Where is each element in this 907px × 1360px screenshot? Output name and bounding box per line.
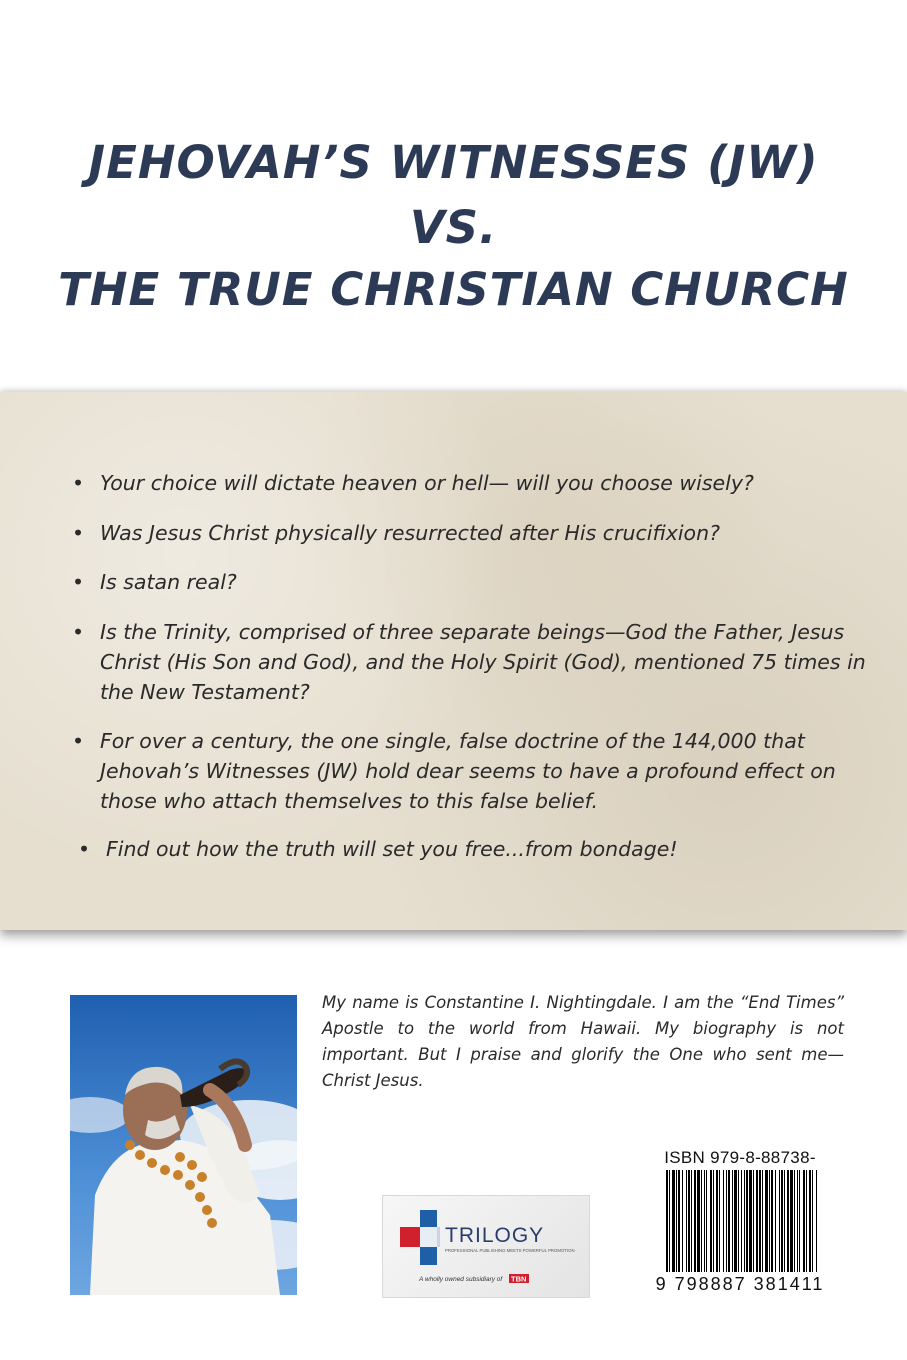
barcode-bar — [809, 1170, 811, 1272]
barcode-bar — [816, 1170, 817, 1272]
barcode-bar — [746, 1170, 748, 1272]
barcode-icon — [662, 1168, 822, 1276]
barcode-bar — [701, 1170, 702, 1272]
barcode-bar — [744, 1170, 745, 1272]
bullet-text: Is satan real? — [100, 570, 237, 594]
author-photo-illustration — [70, 995, 297, 1295]
barcode-bar — [784, 1170, 785, 1272]
barcode-bar — [771, 1170, 773, 1272]
bullet-text: Is the Trinity, comprised of three separate beings—God the Father, Jesus Christ (His Son and God), and the Holy Spirit (God), mentioned 75 times in the New Testament? — [100, 620, 866, 704]
barcode-bar — [799, 1170, 800, 1272]
barcode-bar — [697, 1170, 700, 1272]
barcode-bar — [812, 1170, 813, 1272]
publisher-name: TRILOGY — [445, 1224, 545, 1247]
barcode-bar — [666, 1170, 668, 1272]
barcode-bar — [723, 1170, 724, 1272]
barcode-bar — [769, 1170, 770, 1272]
barcode-bar — [741, 1170, 742, 1272]
barcode-bar — [794, 1170, 795, 1272]
barcode-bar — [716, 1170, 718, 1272]
barcode-bar — [787, 1170, 789, 1272]
bullet-text: Your choice will dictate heaven or hell— will you choose wisely? — [100, 471, 754, 495]
trilogy-logo-icon — [383, 1196, 589, 1297]
paper-texture-panel — [0, 392, 907, 930]
publisher-parent: TBN — [511, 1274, 527, 1284]
publisher-tagline: PROFESSIONAL PUBLISHING MEETS POWERFUL PROMOTION — [445, 1248, 575, 1253]
barcode-bar — [676, 1170, 677, 1272]
publisher-logo — [382, 1195, 590, 1298]
barcode-bar — [806, 1170, 807, 1272]
bullet-icon: • — [72, 729, 85, 753]
barcode-bar — [759, 1170, 761, 1272]
barcode-bar — [726, 1170, 727, 1272]
bullet-text: Was Jesus Christ physically resurrected after His crucifixion? — [100, 521, 720, 545]
title-line-3: THE TRUE CHRISTIAN CHURCH — [58, 263, 849, 317]
barcode-bar — [762, 1170, 763, 1272]
barcode-bar — [738, 1170, 739, 1272]
barcode-bar — [669, 1170, 670, 1272]
title-line-2: VS. — [409, 201, 498, 255]
title-line-1: JEHOVAH’S WITNESSES (JW) — [88, 136, 819, 190]
barcode-bar — [803, 1170, 805, 1272]
publisher-subsidiary: A wholly owned subsidiary of — [419, 1276, 503, 1283]
barcode-bar — [749, 1170, 752, 1272]
bullet-icon: • — [72, 471, 85, 495]
barcode-bar — [691, 1170, 692, 1272]
barcode-bar — [779, 1170, 780, 1272]
isbn-label: ISBN 979-8-88738- — [664, 1148, 816, 1167]
barcode-bar — [686, 1170, 687, 1272]
barcode-bar — [728, 1170, 730, 1272]
barcode-bar — [734, 1170, 737, 1272]
barcode-bar — [694, 1170, 696, 1272]
barcode-bar — [678, 1170, 680, 1272]
bullet-icon: • — [72, 620, 85, 644]
bullet-list — [0, 392, 907, 930]
bullet-icon: • — [72, 570, 85, 594]
author-bio-text: My name is Constantine I. Nightingdale. I am the “End Times” Apostle to the world from Hawaii. My biography is not important. But I praise and glorify the One who sent me—Christ Jesus. — [322, 993, 844, 1090]
bullet-icon: • — [72, 521, 85, 545]
barcode-bar — [704, 1170, 705, 1272]
barcode-bar — [710, 1170, 712, 1272]
barcode-bar — [797, 1170, 798, 1272]
barcode-bar — [781, 1170, 783, 1272]
barcode-bar — [775, 1170, 776, 1272]
barcode-bar — [790, 1170, 793, 1272]
bullet-text: Find out how the truth will set you free...from bondage! — [106, 837, 678, 861]
barcode-bar — [713, 1170, 714, 1272]
barcode-bar — [706, 1170, 707, 1272]
barcode-bar — [688, 1170, 690, 1272]
barcode-bar — [672, 1170, 675, 1272]
barcode-bar — [756, 1170, 758, 1272]
barcode-bar — [719, 1170, 720, 1272]
bullet-icon: • — [78, 837, 91, 861]
barcode-bar — [765, 1170, 768, 1272]
barcode-bar — [753, 1170, 754, 1272]
author-photo — [70, 995, 297, 1295]
author-bio — [322, 990, 844, 1094]
bullet-text: For over a century, the one single, false doctrine of the 144,000 that Jehovah’s Witnesses (JW) hold dear seems to have a profound effect on those who attach themselves to this false belief. — [100, 729, 836, 813]
barcode-bar — [732, 1170, 733, 1272]
barcode-digits: 9 798887 381411 — [655, 1274, 825, 1294]
barcode-bar — [682, 1170, 683, 1272]
